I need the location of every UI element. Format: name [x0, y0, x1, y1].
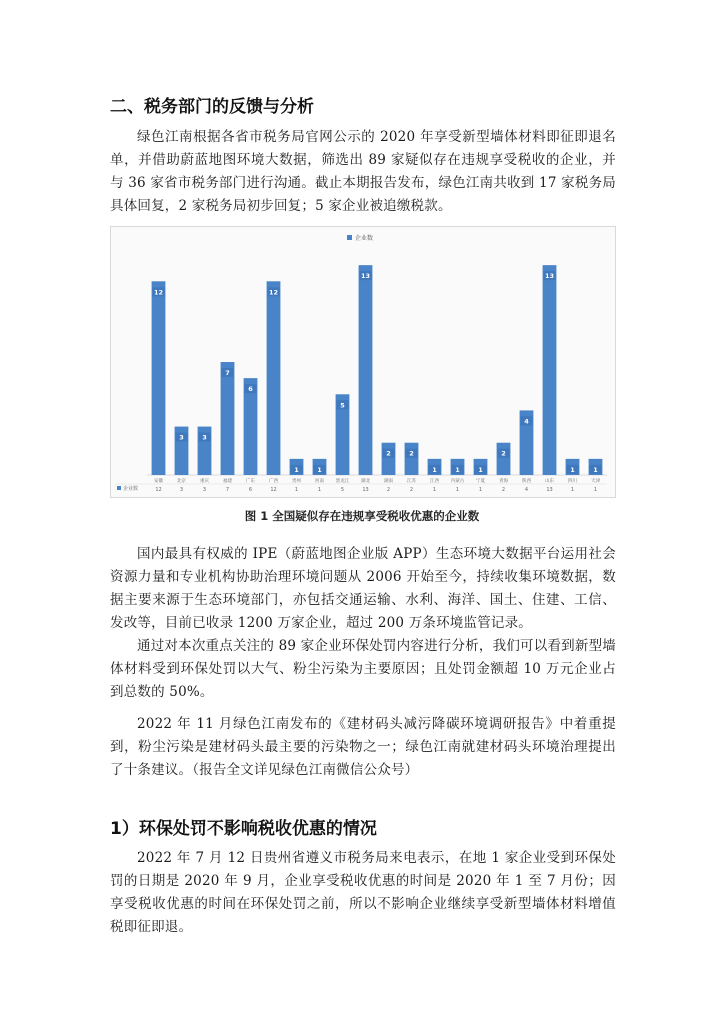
- data-label-12: 2: [409, 449, 414, 458]
- table-value-5: 6: [248, 487, 253, 493]
- table-value-3: 3: [202, 487, 207, 493]
- paragraph-tax-feedback: 绿色江南根据各省市税务局官网公示的 2020 年享受新型墙体材料即征即退名单，并借助蔚蓝地图环境大数据，筛选出 89 家疑似存在违规享受税收的企业，并与 36 家省市税务部门进行沟通。截止本期报告发布，绿色江南共收到 17 家税务局具体回复，2 家税务局初步回复；5 家企业被追缴税款。: [110, 129, 616, 214]
- data-label-4: 7: [225, 369, 230, 377]
- category-label-8: 河南: [315, 479, 324, 484]
- bar-16: [497, 443, 511, 475]
- table-value-15: 1: [478, 487, 483, 493]
- table-value-14: 1: [455, 487, 460, 493]
- table-value-13: 1: [432, 487, 437, 493]
- data-label-9: 5: [340, 401, 345, 410]
- table-value-18: 13: [546, 487, 553, 493]
- table-value-20: 1: [593, 487, 598, 493]
- bar-4: [221, 362, 235, 475]
- data-label-6: 12: [268, 288, 279, 297]
- bar-6: [267, 281, 281, 475]
- table-value-2: 3: [179, 487, 184, 493]
- legend-swatch: [347, 235, 352, 240]
- category-label-12: 江苏: [407, 479, 416, 484]
- table-value-6: 12: [270, 487, 277, 493]
- table-row-label: 企业数: [123, 486, 139, 492]
- data-label-18: 13: [544, 272, 555, 281]
- table-value-17: 4: [524, 487, 529, 493]
- category-label-5: 广东: [246, 479, 255, 484]
- category-label-2: 北京: [177, 479, 186, 484]
- paragraph-ipe-platform: 国内最具有权威的 IPE（蔚蓝地图企业版 APP）生态环境大数据平台运用社会资源力量和专业机构协助治理环境问题从 2006 开始至今，持续收集环境数据，数据主要来源于生态环境部门，亦包括交通运输、水利、海洋、国土、住建、工信、发改等，目前已收录 1200 万家企业，超过 200 万条环境监管记录。: [110, 546, 616, 631]
- subheading-penalty-case: 1）环保处罚不影响税收优惠的情况: [110, 819, 377, 839]
- table-value-19: 1: [570, 487, 575, 493]
- data-label-11: 2: [386, 449, 391, 458]
- table-value-16: 2: [501, 487, 506, 493]
- bar-12: [405, 443, 419, 475]
- section-heading: 二、税务部门的反馈与分析: [110, 97, 314, 117]
- category-label-19: 四川: [568, 479, 577, 484]
- table-value-11: 2: [386, 487, 391, 493]
- data-label-10: 13: [360, 272, 371, 281]
- category-label-14: 内蒙古: [450, 479, 465, 484]
- data-label-7: 1: [294, 465, 299, 474]
- data-label-17: 4: [524, 417, 529, 426]
- category-label-16: 青海: [499, 479, 508, 484]
- figure-caption: 图 1 全国疑似存在违规享受税收优惠的企业数: [244, 509, 480, 523]
- bar-1: [152, 281, 166, 475]
- data-label-19: 1: [570, 465, 575, 474]
- category-label-3: 重庆: [200, 479, 209, 484]
- data-label-3: 3: [202, 433, 207, 442]
- bar-11: [382, 443, 396, 475]
- category-label-13: 江西: [430, 479, 439, 484]
- bar-18: [543, 265, 557, 475]
- data-label-1: 12: [153, 288, 164, 297]
- legend-label: 企业数: [355, 235, 374, 242]
- table-value-8: 1: [317, 487, 322, 493]
- data-label-16: 2: [501, 449, 506, 458]
- data-label-14: 1: [455, 465, 460, 474]
- category-label-11: 湖南: [384, 479, 393, 484]
- data-label-13: 1: [432, 465, 437, 474]
- data-label-8: 1: [317, 465, 322, 474]
- table-value-1: 12: [155, 487, 162, 493]
- paragraph-penalty-analysis: 通过对本次重点关注的 89 家企业环保处罚内容进行分析，我们可以看到新型墙体材料受到环保处罚以大气、粉尘污染为主要原因；且处罚金额超 10 万元企业占到总数的 50%。: [110, 638, 616, 700]
- table-value-7: 1: [294, 487, 299, 493]
- category-label-1: 安徽: [154, 479, 163, 484]
- paragraph-dock-report: 2022 年 11 月绿色江南发布的《建材码头减污降碳环境调研报告》中着重提到，粉尘污染是建材码头最主要的污染物之一；绿色江南就建材码头环境治理提出了十条建议。（报告全文详见绿色江南微信公众号）: [110, 716, 616, 778]
- table-value-4: 7: [225, 487, 230, 493]
- category-label-17: 陕西: [522, 479, 531, 484]
- category-label-20: 天津: [591, 479, 600, 484]
- data-label-5: 6: [248, 385, 253, 394]
- table-row-swatch: [117, 486, 121, 490]
- paragraph-zunyi-case: 2022 年 7 月 12 日贵州省遵义市税务局来电表示，在地 1 家企业受到环保处罚的日期是 2020 年 9 月，企业享受税收优惠的时间是 2020 年 1 至 7 月份；因享受税收优惠的时间在环保处罚之前，所以不影响企业继续享受新型墙体材料增值税即征即退。: [110, 850, 616, 935]
- table-value-10: 13: [362, 487, 369, 493]
- category-label-15: 宁夏: [476, 479, 485, 484]
- bar-chart-figure: [110, 226, 616, 498]
- table-value-12: 2: [409, 487, 414, 493]
- category-label-4: 福建: [223, 479, 232, 484]
- data-label-20: 1: [593, 465, 598, 474]
- category-label-9: 黑龙江: [335, 479, 350, 484]
- bar-chart: [111, 227, 615, 497]
- category-label-18: 山东: [545, 479, 554, 484]
- category-label-6: 广西: [269, 479, 278, 484]
- bar-10: [359, 265, 373, 475]
- data-label-15: 1: [478, 465, 483, 474]
- category-label-10: 湖北: [361, 479, 370, 484]
- table-value-9: 5: [340, 487, 345, 493]
- data-label-2: 3: [179, 433, 184, 442]
- category-label-7: 贵州: [292, 479, 301, 484]
